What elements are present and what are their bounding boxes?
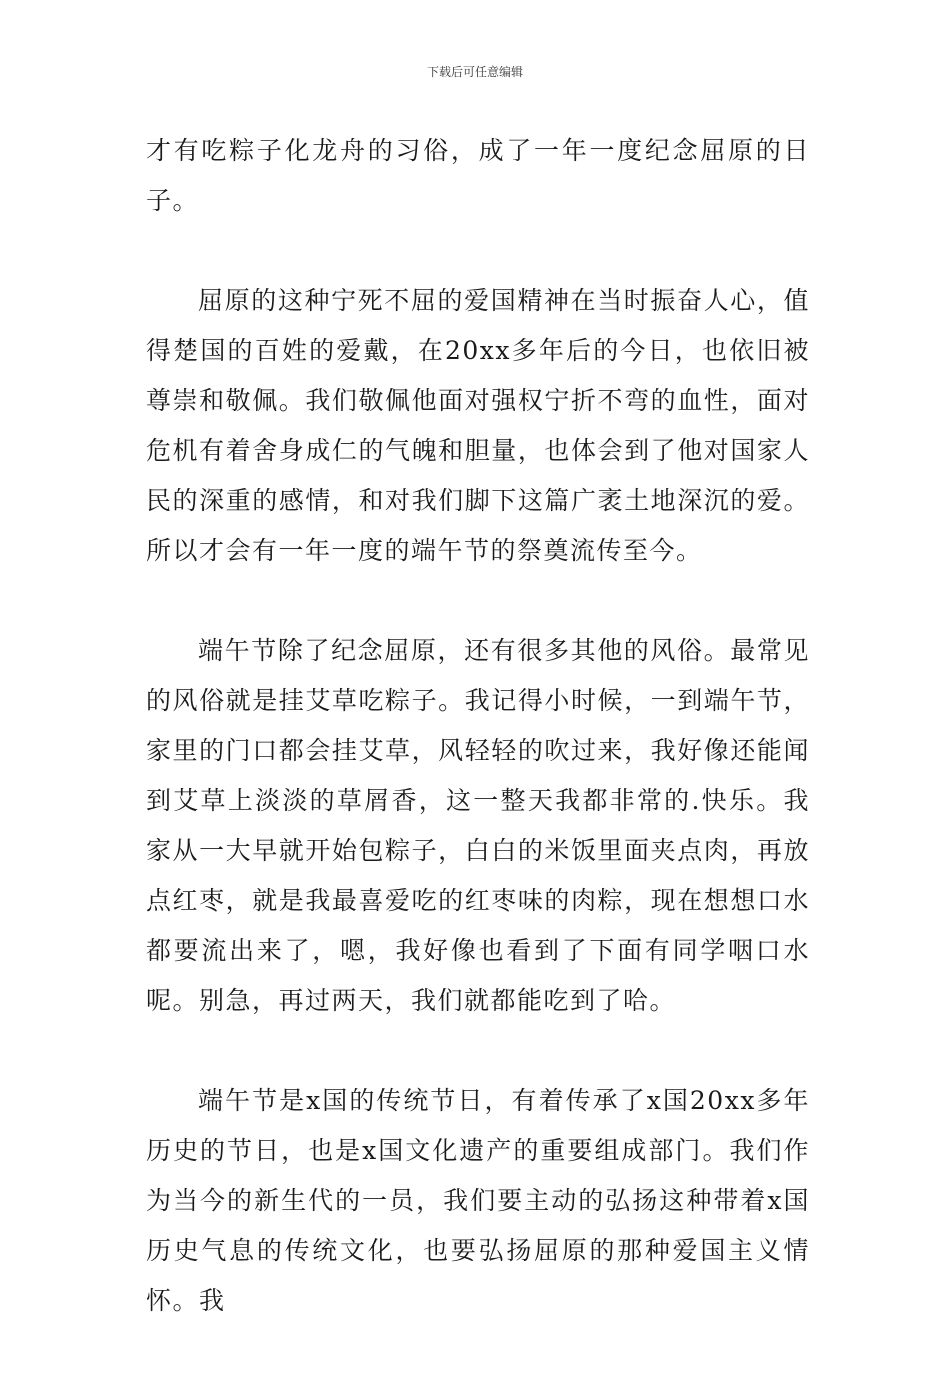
document-body [146,126,810,1376]
paragraph-tradition: 端午节是x国的传统节日，有着传承了x国20xx多年历史的节日，也是x国文化遗产的重要组成部门。我们作为当今的新生代的一员，我们要主动的弘扬这种带着x国历史气息的传统文化，也要弘扬屈原的那种爱国主义情怀。我 [146,1086,810,1315]
paragraph-continued: 才有吃粽子化龙舟的习俗，成了一年一度纪念屈原的日子。 [146,136,810,215]
paragraph-quyuan-spirit: 屈原的这种宁死不屈的爱国精神在当时振奋人心，值得楚国的百姓的爱戴，在20xx多年后的今日，也依旧被尊崇和敬佩。我们敬佩他面对强权宁折不弯的血性，面对危机有着舍身成仁的气魄和胆量，也体会到了他对国家人民的深重的感情，和对我们脚下这篇广袤土地深沉的爱。所以才会有一年一度的端午节的祭奠流传至今。 [146,286,810,565]
page-header: 下载后可任意编辑 [426,65,523,79]
paragraph-customs: 端午节除了纪念屈原，还有很多其他的风俗。最常见的风俗就是挂艾草吃粽子。我记得小时候，一到端午节，家里的门口都会挂艾草，风轻轻的吹过来，我好像还能闻到艾草上淡淡的草屑香，这一整天我都非常的.快乐。我家从一大早就开始包粽子，白白的米饭里面夹点肉，再放点红枣，就是我最喜爱吃的红枣味的肉粽，现在想想口水都要流出来了，嗯，我好像也看到了下面有同学咽口水呢。别急，再过两天，我们就都能吃到了哈。 [146,636,810,1015]
